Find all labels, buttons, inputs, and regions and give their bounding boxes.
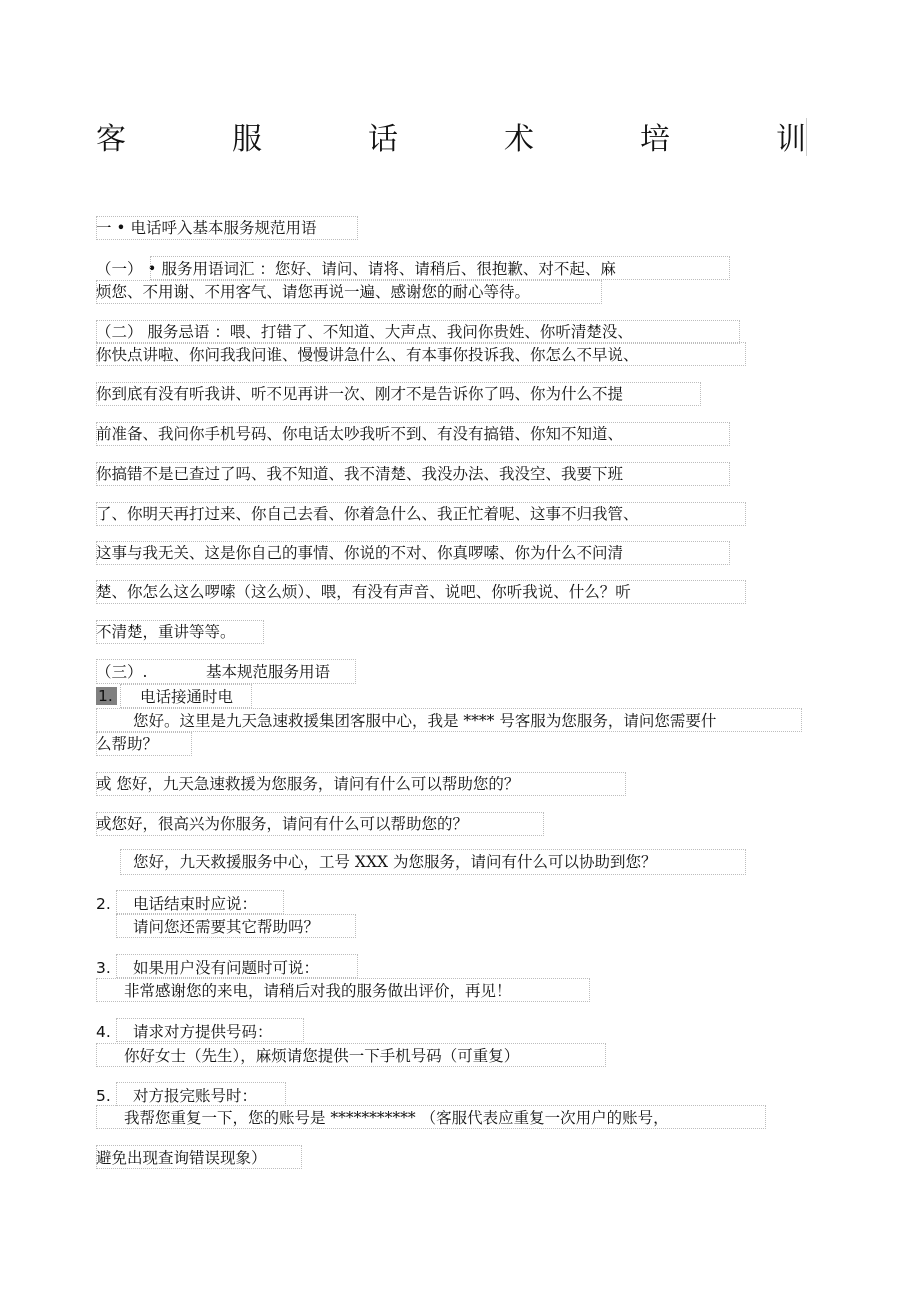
taboo-terms-line: 这事与我无关、这是你自己的事情、你说的不对、你真啰嗦、你为什么不问清 xyxy=(96,544,624,562)
sub3-label: （三）. xyxy=(96,663,148,681)
item-heading: 如果用户没有问题时可说： xyxy=(133,959,320,977)
taboo-terms-line: 楚、你怎么这么啰嗦（这么烦）、喂，有没有声音、说吧、你听我说、什么？听 xyxy=(96,583,631,601)
taboo-terms-line: 了、你明天再打过来、你自己去看、你着急什么、我正忙着呢、这事不归我管、 xyxy=(96,505,639,523)
sub3-heading: 基本规范服务用语 xyxy=(206,663,331,681)
taboo-terms-line: 你快点讲啦、你问我我问谁、慢慢讲急什么、有本事你投诉我、你怎么不早说、 xyxy=(96,346,639,364)
title-char: 客 xyxy=(96,122,126,157)
script-line: 你好女士（先生），麻烦请您提供一下手机号码（可重复） xyxy=(124,1047,520,1065)
script-line: 非常感谢您的来电，请稍后对我的服务做出评价，再见！ xyxy=(124,982,512,1000)
item-number: 2. xyxy=(96,895,111,913)
taboo-terms-line: 你到底有没有听我讲、听不见再讲一次、刚才不是告诉你了吗、你为什么不提 xyxy=(96,385,624,403)
item-number: 5. xyxy=(96,1087,111,1105)
page-title xyxy=(96,114,806,158)
item-number: 3. xyxy=(96,959,111,977)
title-char: 术 xyxy=(504,122,534,157)
script-line: 或您好，很高兴为你服务，请问有什么可以帮助您的？ xyxy=(96,815,469,833)
item-heading: 请求对方提供号码： xyxy=(133,1023,273,1041)
title-char: 培 xyxy=(640,122,670,157)
item-number: 4. xyxy=(96,1023,111,1041)
taboo-terms-line: （二） 服务忌语 ：喂、打错了、不知道、大声点、我问你贵姓、你听清楚没、 xyxy=(96,323,633,341)
service-terms-line: （一） • 服务用语词汇 ：您好、请问、请将、请稍后、很抱歉、对不起、麻 xyxy=(96,260,616,278)
script-line: 或 您好，九天急速救援为您服务，请问有什么可以帮助您的？ xyxy=(96,775,520,793)
title-char: 话 xyxy=(368,122,398,157)
item-heading: 电话结束时应说： xyxy=(133,895,258,913)
script-line: 您好，九天救援服务中心，工号 XXX 为您服务，请问有什么可以协助到您？ xyxy=(133,853,657,871)
section-heading: 一 • 电话呼入基本服务规范用语 xyxy=(96,219,317,237)
taboo-terms-line: 前准备、我问你手机号码、你电话太吵我听不到、有没有搞错、你知不知道、 xyxy=(96,425,624,443)
title-char: 训 xyxy=(776,122,806,157)
script-line: 么帮助？ xyxy=(96,735,159,753)
item-number: 1. xyxy=(96,686,117,706)
script-line: 您好。这里是九天急速救援集团客服中心，我是 **** 号客服为您服务，请问您需要什 xyxy=(133,712,717,730)
taboo-terms-line: 你搞错不是已查过了吗、我不知道、我不清楚、我没办法、我没空、我要下班 xyxy=(96,465,624,483)
script-line: 我帮您重复一下，您的账号是 *********** （客服代表应重复一次用户的账号， xyxy=(124,1109,669,1127)
taboo-terms-line: 不清楚，重讲等等。 xyxy=(96,623,236,641)
script-line: 避免出现查询错误现象） xyxy=(96,1149,267,1167)
script-line: 请问您还需要其它帮助吗？ xyxy=(133,918,320,936)
title-char: 服 xyxy=(232,122,262,157)
item-heading: 电话接通时电 xyxy=(140,688,234,706)
title-divider xyxy=(806,118,807,156)
item-heading: 对方报完账号时： xyxy=(133,1087,258,1105)
service-terms-line: 烦您、不用谢、不用客气、请您再说一遍、感谢您的耐心等待。 xyxy=(96,283,531,301)
